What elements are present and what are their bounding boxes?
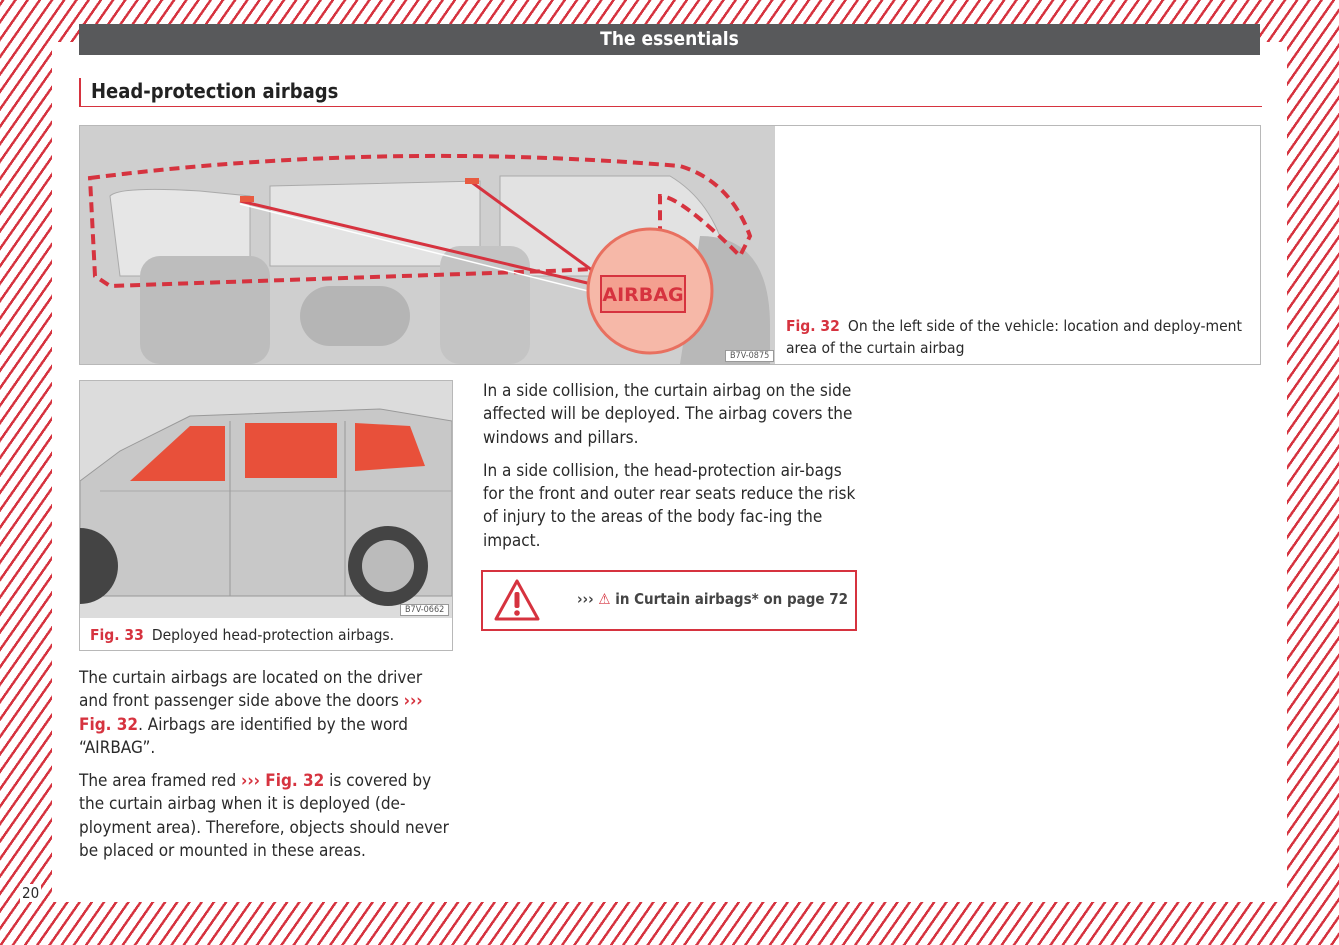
figure-33 xyxy=(79,380,453,651)
caption-text: Deployed head-protection airbags. xyxy=(151,626,395,644)
car-interior-illustration xyxy=(80,126,775,364)
figure-number: Fig. 32 xyxy=(786,317,840,335)
text: The curtain airbags are located on the driver and front passenger side above the doors xyxy=(79,668,423,712)
column-1-text xyxy=(79,667,451,873)
figure-32 xyxy=(79,125,1261,365)
caption-text: On the left side of the vehicle: location and deploy-ment area of the curtain airbag xyxy=(786,317,1242,357)
figure-number: Fig. 33 xyxy=(90,626,144,644)
airbag-label: AIRBAG xyxy=(602,284,684,306)
text: is covered by the curtain airbag when it is deployed (de-ployment area). Therefore, objects should never be placed or mounted in these areas. xyxy=(79,771,449,862)
car-side-illustration xyxy=(80,381,452,618)
warning-link[interactable] xyxy=(577,590,848,608)
paragraph: In a side collision, the head-protection air-bags for the front and outer rear seats reduce the risk of injury to the areas of the body fac-ing the impact. xyxy=(483,460,856,551)
image-code: B7V-0662 xyxy=(400,604,449,616)
arrows: ››› xyxy=(577,590,594,608)
column-2-text xyxy=(483,380,858,563)
warning-text: in Curtain airbags* on page 72 xyxy=(615,590,849,608)
figure-caption xyxy=(786,315,1246,359)
page-number: 20 xyxy=(22,884,40,902)
small-warning-icon: ⚠ xyxy=(598,590,611,608)
figure-caption xyxy=(90,624,445,646)
warning-box xyxy=(481,570,857,631)
page-title-text: Head-protection airbags xyxy=(91,79,339,103)
figure-link[interactable]: ››› Fig. 32 xyxy=(241,771,325,792)
warning-icon xyxy=(493,578,541,622)
section-header: The essentials xyxy=(79,24,1260,55)
paragraph: In a side collision, the curtain airbag on the side affected will be deployed. The airbag covers the windows and pillars. xyxy=(483,381,853,448)
text: The area framed red xyxy=(79,771,242,792)
image-code: B7V-0875 xyxy=(725,350,774,362)
page-title xyxy=(79,78,1262,107)
text: . Airbags are identified by the word “AIRBAG”. xyxy=(79,714,409,758)
paragraph xyxy=(79,667,451,760)
paragraph xyxy=(79,770,451,863)
figure-link[interactable]: ››› Fig. 32 xyxy=(79,691,423,735)
